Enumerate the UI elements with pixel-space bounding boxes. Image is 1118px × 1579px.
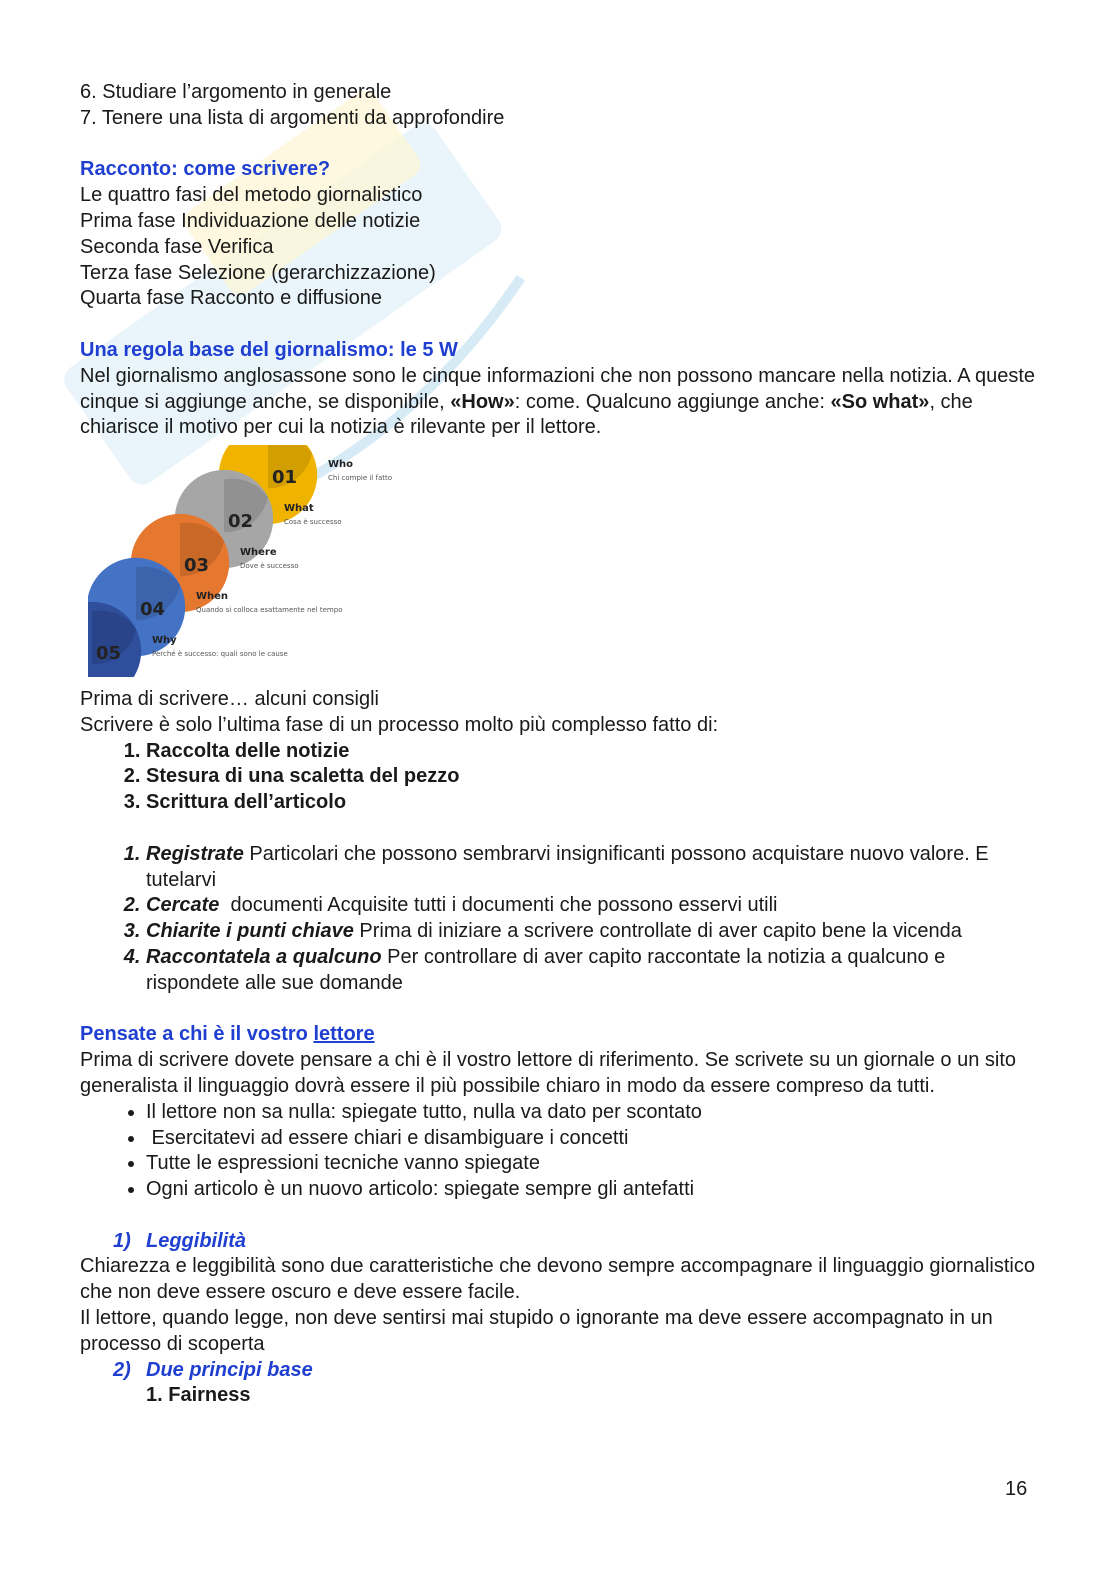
step-description: Perché è successo: quali sono le cause [152,650,288,659]
section-heading-5w: Una regola base del giornalismo: le 5 W [80,338,458,361]
list-item: 6. Studiare l’argomento in generale [80,81,392,103]
text-line: Prima di scrivere… alcuni consigli [80,687,379,710]
reader-tips-list [80,1100,1040,1203]
step-description: Cosa è successo [284,518,342,527]
step-description: Dove è successo [240,562,299,571]
section-heading-lettore: Pensate a chi è il vostro lettore [80,1023,375,1046]
step-description: Chi compie il fatto [328,474,393,483]
list-item: 3. Chiarite i punti chiave Prima di iniziare a scrivere controllate di aver capito bene la vicenda [146,919,1040,945]
list-item: • Il lettore non sa nulla: spiegate tutto, nulla va dato per scontato [146,1100,1040,1126]
step-number: 05 [96,643,122,665]
step-label: When [196,591,229,603]
step-label: What [284,503,314,515]
five-w-infographic [88,445,428,677]
section-heading-racconto: Racconto: come scrivere? [80,158,331,181]
subheading-principi: 2) Due principi base [113,1358,313,1381]
so-what-term: «So what» [830,390,930,413]
how-term: «How» [450,390,515,413]
page-number: 16 [1005,1478,1028,1500]
lettore-link[interactable]: lettore [313,1023,375,1046]
list-item: • Ogni articolo è un nuovo articolo: spiegate sempre gli antefatti [146,1177,1040,1203]
subheading-leggibilita: 1) Leggibilità [113,1229,246,1252]
list-item: • Esercitatevi ad essere chiari e disambiguare i concetti [146,1126,1040,1152]
text-line: Scrivere è solo l’ultima fase di un processo molto più complesso fatto di: [80,713,719,736]
paragraph-leggibilita-1: Chiarezza e leggibilità sono due caratteristiche che devono sempre accompagnare il linguaggio giornalistico che non deve essere oscuro e deve essere facile. [80,1255,1035,1304]
step-label: Where [240,547,277,559]
step-number: 04 [140,599,166,621]
list-item: 4. Raccontatela a qualcuno Per controllare di aver capito raccontate la notizia a qualcuno e rispondete alle sue domande [146,945,1040,997]
step-description: Quando si colloca esattamente nel tempo [196,606,343,615]
principle-fairness: 1. Fairness [146,1384,251,1407]
tips-list [80,842,1040,997]
list-item: 3. Scrittura dell’articolo [146,790,1040,816]
list-item: 2. Stesura di una scaletta del pezzo [146,764,1040,790]
step-number: 02 [228,511,254,533]
text-line: Prima fase Individuazione delle notizie [80,209,421,232]
list-item: 2. Cercate documenti Acquisite tutti i documenti che possono esservi utili [146,893,1040,919]
list-item: • Tutte le espressioni tecniche vanno spiegate [146,1151,1040,1177]
text-line: Quarta fase Racconto e diffusione [80,287,383,310]
text-line: Seconda fase Verifica [80,235,274,258]
list-item: 1. Raccolta delle notizie [146,739,1040,765]
paragraph-lettore: Prima di scrivere dovete pensare a chi è il vostro lettore di riferimento. Se scrivete su un giornale o un sito generalista il linguaggio dovrà essere il più possibile chiaro in modo da essere compreso da tutti. [80,1049,1016,1097]
paragraph-5w: Nel giornalismo anglosassone sono le cinque informazioni che non possono mancare nella notizia. A queste cinque si aggiunge anche, se disponibile, «How»: come. Qualcuno aggiunge anche: «So what», che chiarisce il motivo per cui la notizia è rilevante per il lettore. [80,364,1036,439]
document-body [80,80,1040,1409]
step-number: 03 [184,555,210,577]
paragraph-leggibilita-2: Il lettore, quando legge, non deve sentirsi mai stupido o ignorante ma deve essere accompagnato in un processo di scoperta [80,1307,993,1355]
list-item: 7. Tenere una lista di argomenti da approfondire [80,106,505,129]
text-line: Le quattro fasi del metodo giornalistico [80,184,423,207]
step-number: 01 [272,467,298,489]
text-line: Terza fase Selezione (gerarchizzazione) [80,261,436,284]
step-label: Who [328,459,354,471]
list-item: 1. Registrate Particolari che possono sembrarvi insignificanti possono acquistare nuovo valore. E tutelarvi [146,842,1040,894]
step-label: Why [152,635,177,647]
process-steps-list [80,739,1040,816]
